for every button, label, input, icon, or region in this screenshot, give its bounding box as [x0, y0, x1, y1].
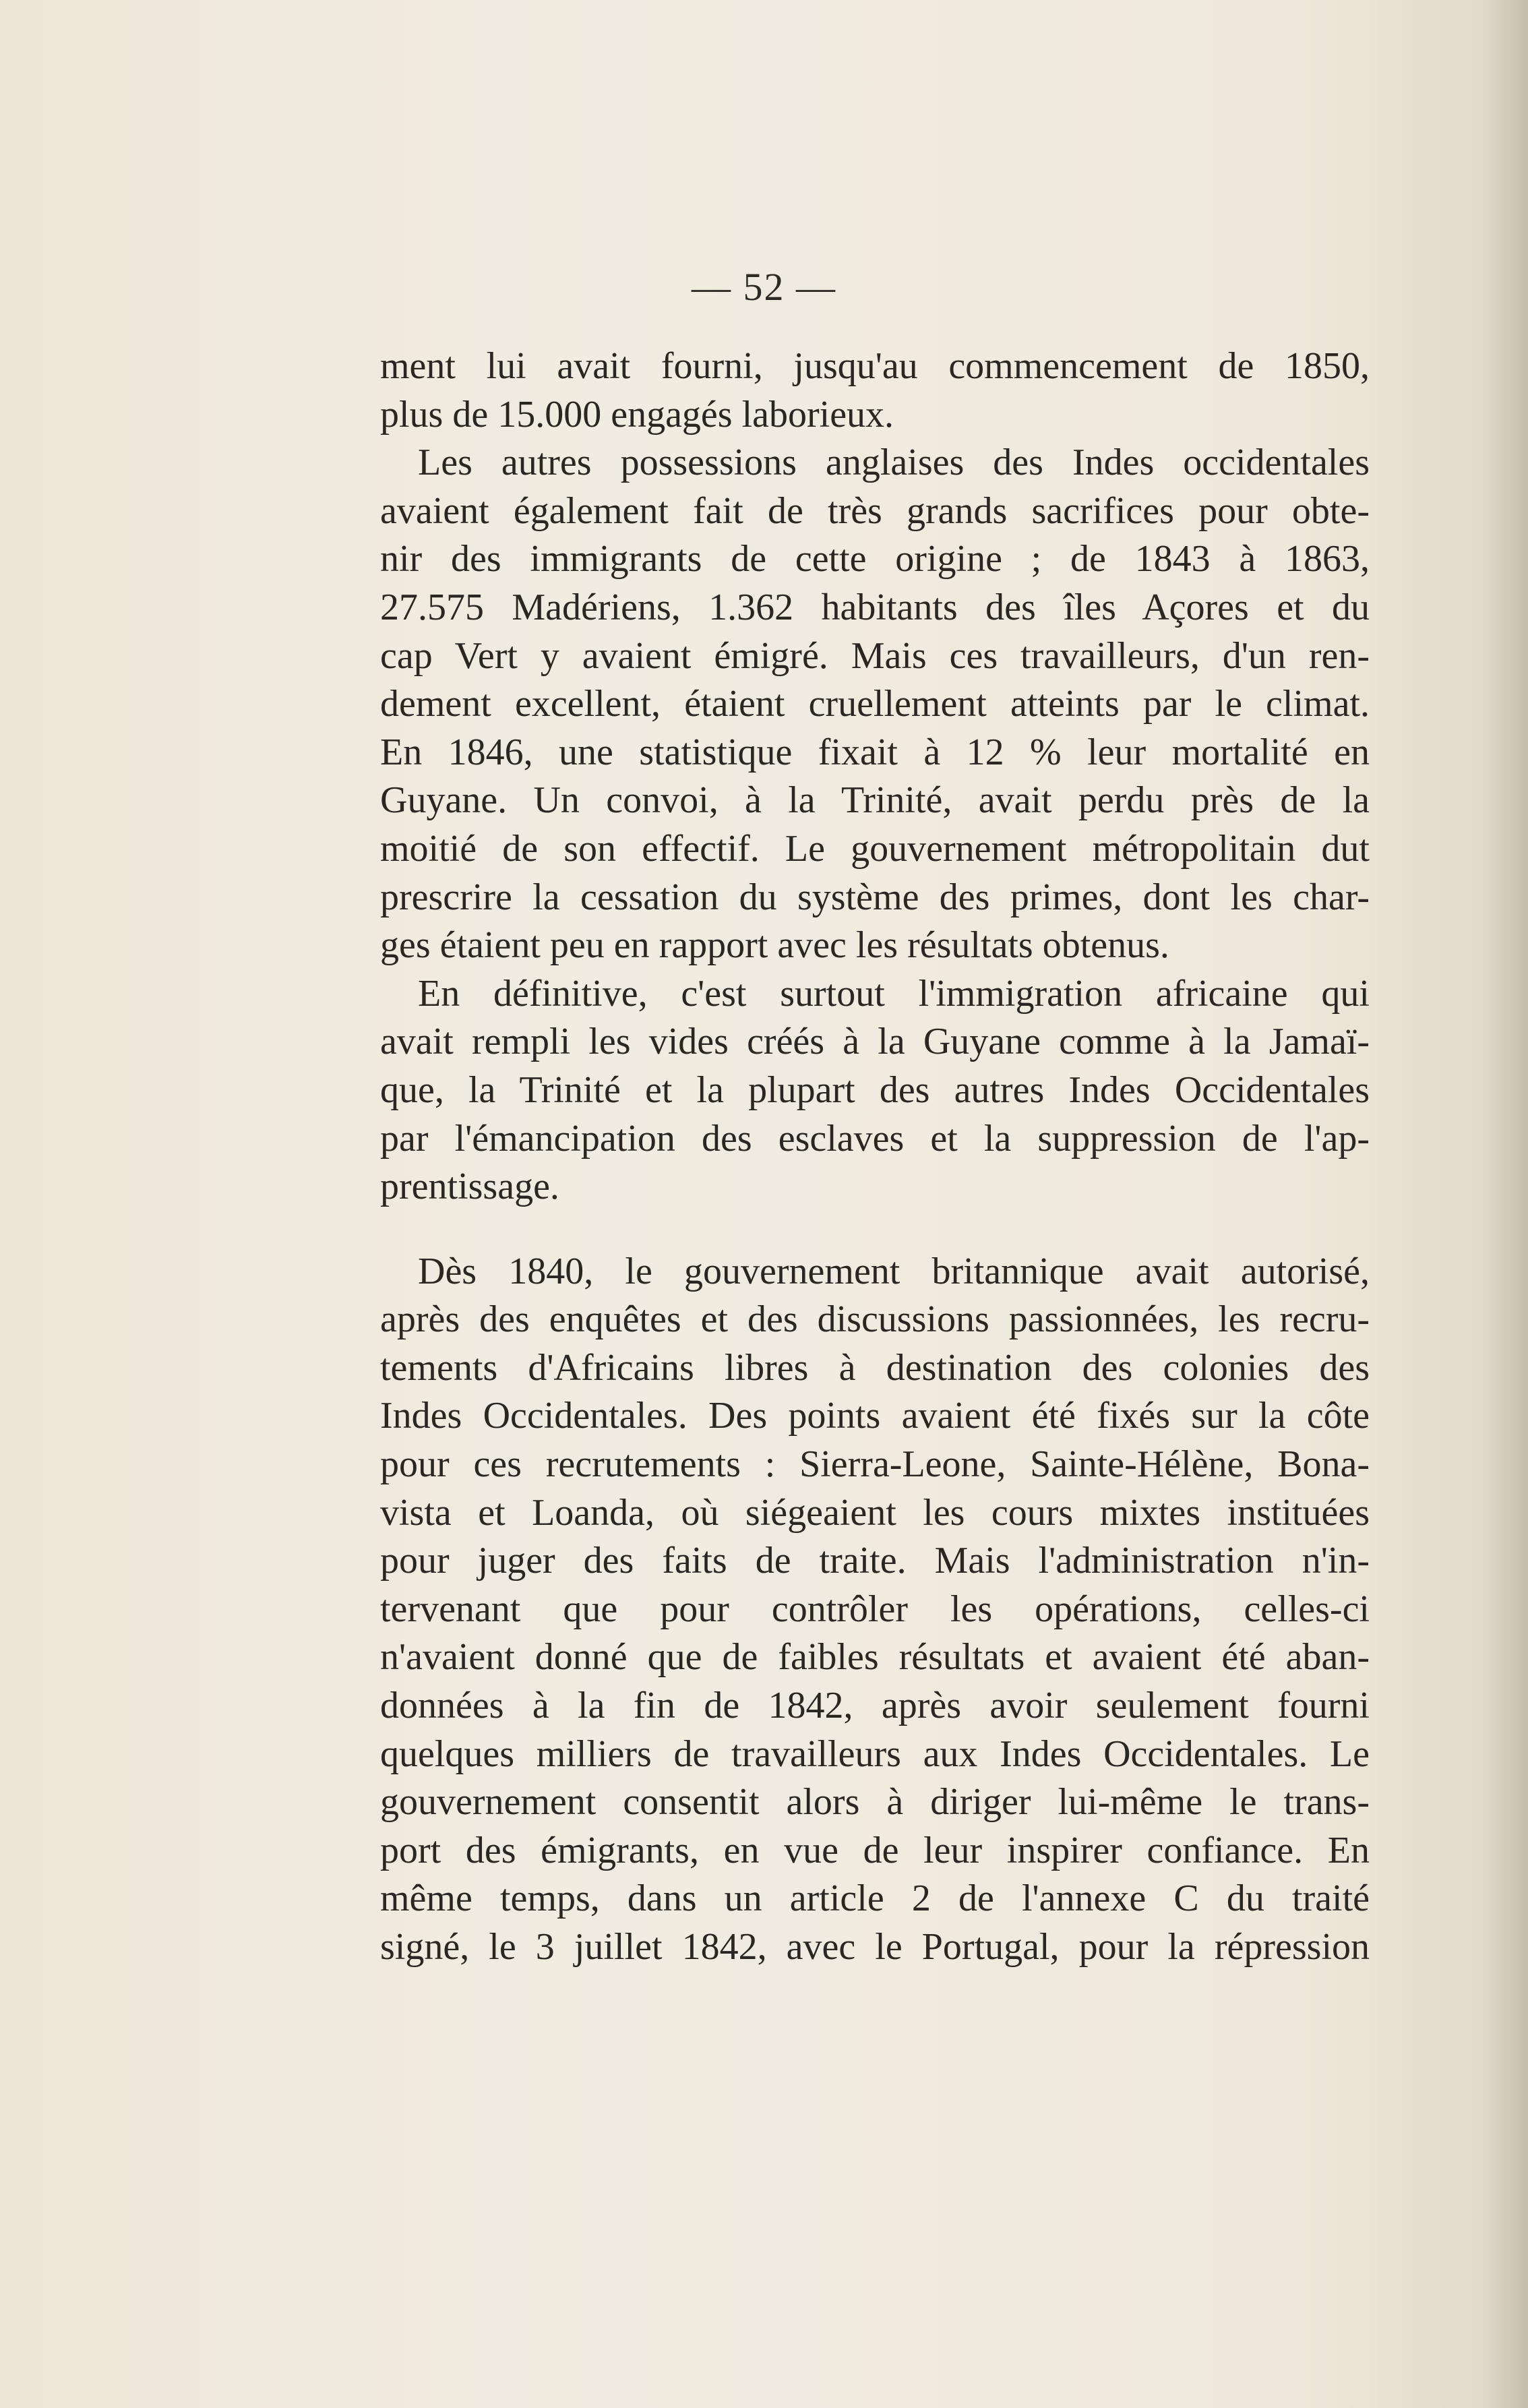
- page-number: — 52 —: [692, 265, 836, 309]
- text-line: Dès 1840, le gouvernement britannique avait autorisé,: [418, 1250, 1370, 1292]
- text-line: pour ces recrutements : Sierra-Leone, Sainte-Hélène, Bona-: [380, 1443, 1370, 1486]
- text-line: quelques milliers de travailleurs aux Indes Occidentales. Le: [380, 1733, 1370, 1775]
- paragraph-gap: [380, 1211, 1370, 1248]
- text-line: tervenant que pour contrôler les opérations, celles-ci: [380, 1588, 1370, 1630]
- text-line: moitié de son effectif. Le gouvernement métropolitain dut: [380, 827, 1370, 870]
- text-line: que, la Trinité et la plupart des autres Indes Occidentales: [380, 1068, 1370, 1111]
- text-line: prescrire la cessation du système des primes, dont les char-: [380, 876, 1370, 918]
- text-line: En définitive, c'est surtout l'immigration africaine qui: [418, 972, 1370, 1015]
- text-line: ges étaient peu en rapport avec les résultats obtenus.: [380, 924, 1169, 967]
- text-line: 27.575 Madériens, 1.362 habitants des îles Açores et du: [380, 586, 1370, 628]
- text-line: prentissage.: [380, 1166, 559, 1208]
- page-edge-shadow: [1481, 0, 1528, 2408]
- text-line: vista et Loanda, où siégeaient les cours mixtes instituées: [380, 1491, 1370, 1534]
- text-line: avait rempli les vides créés à la Guyane comme à la Jamaï-: [380, 1021, 1370, 1063]
- text-line: n'avaient donné que de faibles résultats et avaient été aban-: [380, 1636, 1370, 1679]
- text-line: dement excellent, étaient cruellement atteints par le climat.: [380, 683, 1370, 725]
- text-line: données à la fin de 1842, après avoir seulement fourni: [380, 1685, 1370, 1727]
- text-line: Les autres possessions anglaises des Indes occidentales: [418, 442, 1370, 484]
- text-line: Indes Occidentales. Des points avaient été fixés sur la côte: [380, 1395, 1370, 1437]
- text-line: pour juger des faits de traite. Mais l'administration n'in-: [380, 1540, 1370, 1582]
- text-line: En 1846, une statistique fixait à 12 % leur mortalité en: [380, 731, 1370, 773]
- text-line: même temps, dans un article 2 de l'annexe C du traité: [380, 1877, 1370, 1920]
- body-text: [380, 342, 1370, 1972]
- text-line: cap Vert y avaient émigré. Mais ces travailleurs, d'un ren-: [380, 634, 1370, 677]
- text-line: gouvernement consentit alors à diriger lui-même le trans-: [380, 1781, 1370, 1824]
- text-line: avaient également fait de très grands sacrifices pour obte-: [380, 489, 1370, 532]
- text-line: port des émigrants, en vue de leur inspirer confiance. En: [380, 1829, 1370, 1871]
- text-line: nir des immigrants de cette origine ; de 1843 à 1863,: [380, 538, 1370, 580]
- text-line: signé, le 3 juillet 1842, avec le Portugal, pour la répression: [380, 1926, 1370, 1968]
- text-line: Guyane. Un convoi, à la Trinité, avait perdu près de la: [380, 779, 1370, 822]
- text-line: par l'émancipation des esclaves et la suppression de l'ap-: [380, 1117, 1370, 1160]
- text-line: tements d'Africains libres à destination des colonies des: [380, 1346, 1370, 1389]
- text-line: plus de 15.000 engagés laborieux.: [380, 393, 894, 435]
- text-line: ment lui avait fourni, jusqu'au commencement de 1850,: [380, 345, 1370, 387]
- text-line: après des enquêtes et des discussions passionnées, les recru-: [380, 1298, 1370, 1341]
